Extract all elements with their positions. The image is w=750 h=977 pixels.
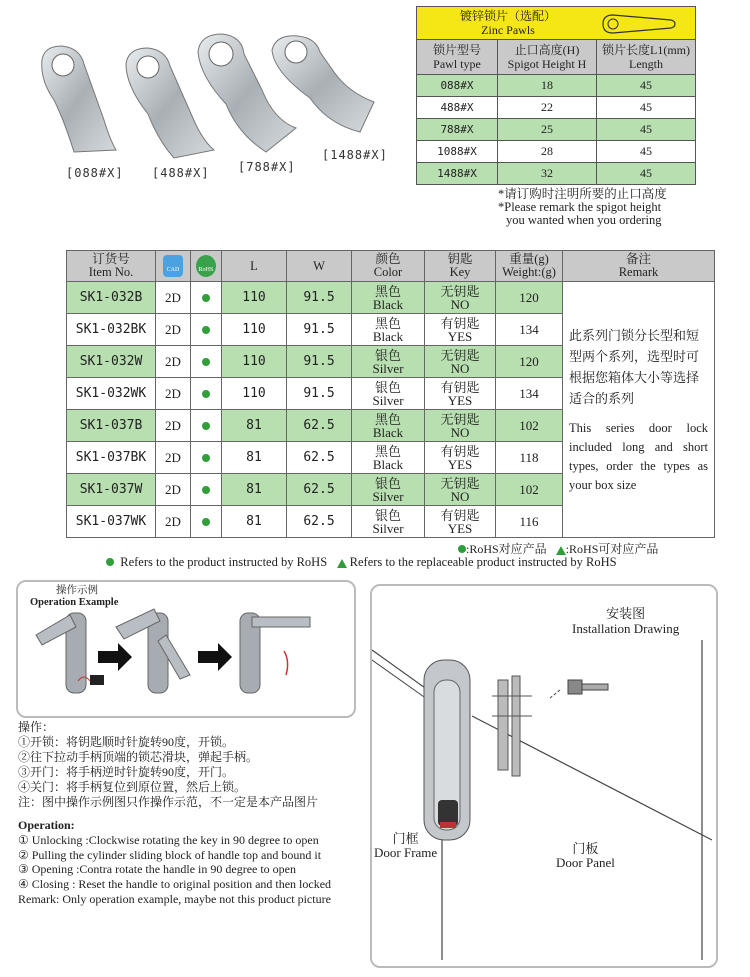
header-cad [156, 251, 191, 282]
table-row: SK1-037WK 2D 81 62.5 银色 Silver 有钥匙 YES 116 [67, 506, 715, 538]
header-weight: 重量(g) Weight:(g) [496, 251, 563, 282]
pawl-1488-image [264, 32, 379, 142]
pawl-table-title [417, 7, 696, 40]
pawl-table [416, 6, 696, 185]
rohs-triangle-icon [556, 546, 566, 555]
table-row: 488#X 22 45 [417, 97, 696, 119]
cad-icon: CAD [163, 255, 183, 277]
pawl-088-image [34, 40, 124, 160]
installation-title: 安装图 Installation Drawing [572, 606, 680, 636]
pawl-caption: [788#X] [238, 160, 296, 174]
header-l: L [222, 251, 287, 282]
pawl-caption: [488#X] [152, 166, 210, 180]
pawl-header-height: 止口高度(H) Spigot Height H [498, 40, 597, 75]
rohs-dot-icon [202, 454, 210, 462]
table-row: SK1-032BK 2D 110 91.5 黑色 Black 有钥匙 YES 134 [67, 314, 715, 346]
door-frame-label: 门框 Door Frame [374, 831, 438, 860]
table-row: SK1-037W 2D 81 62.5 银色 Silver 无钥匙 NO 102 [67, 474, 715, 506]
header-color: 颜色 Color [352, 251, 425, 282]
installation-illustration [372, 640, 712, 960]
operation-example-title: 操作示例 Operation Example [30, 585, 119, 608]
rohs-dot-icon [202, 294, 210, 302]
pawl-header-type: 锁片型号 Pawl type [417, 40, 498, 75]
operation-example-illustration [30, 605, 330, 705]
header-key: 钥匙 Key [425, 251, 496, 282]
rohs-dot-icon [202, 326, 210, 334]
door-panel-label: 门板 Door Panel [556, 841, 615, 870]
rohs-dot-icon [202, 486, 210, 494]
operation-cn: 操作： ①开锁：将钥匙顺时针旋转90度，开锁。 ②往下拉动手柄顶端的锁芯滑块，弹起手柄。 ③开门：将手柄逆时针旋转90度，开门。 ④关门：将手柄复位到原位置，然后上锁。 注：图中操作示例图只作操作示范，不一定是本产品图片 [18, 720, 319, 809]
rohs-dot-icon [202, 518, 210, 526]
rohs-dot-icon [458, 545, 466, 553]
table-row: 788#X 25 45 [417, 119, 696, 141]
table-row: SK1-032W 2D 110 91.5 银色 Silver 无钥匙 NO 120 [67, 346, 715, 378]
rohs-dot-icon [202, 358, 210, 366]
rohs-dot-icon [202, 422, 210, 430]
operation-en: Operation: ① Unlocking :Clockwise rotating the key in 90 degree to open ② Pulling the cylinder sliding block of handle top and bound it ③ Opening :Contra rotate the handle in 90 degree to open ④ Closing : Reset the handle to original position and then locked Remark: Only operation example, maybe not this product picture [18, 818, 332, 906]
table-row: SK1-037BK 2D 81 62.5 黑色 Black 有钥匙 YES 118 [67, 442, 715, 474]
pawl-caption: [1488#X] [322, 148, 388, 162]
remark-cell: 此系列门锁分长型和短型两个系列，选型时可根据您箱体大小等选择适合的系列 This series door lock included long and short types, order the types as your box size [563, 282, 715, 538]
pawl-shape-icon [601, 13, 677, 35]
pawl-caption: [088#X] [66, 166, 124, 180]
rohs-triangle-icon [337, 559, 347, 568]
table-row: 1088#X 28 45 [417, 141, 696, 163]
product-table [66, 250, 715, 538]
header-rohs [191, 251, 222, 282]
rohs-dot-icon [106, 558, 114, 566]
table-row: SK1-032B 2D 110 91.5 黑色 Black 无钥匙 NO 120 此系列门锁分长型和短型两个系列，选型时可根据您箱体大小等选择适合的系列 This series door lock included long and short types, order the types as your box size [67, 282, 715, 314]
pawl-title-en: Zinc Pawls [481, 23, 535, 37]
pawl-title-cn: 镀锌锁片（选配） [459, 9, 556, 23]
table-row: SK1-037B 2D 81 62.5 黑色 Black 无钥匙 NO 102 [67, 410, 715, 442]
legend-rohs-en: Refers to the product instructed by RoHS Refers to the replaceable product instructed by RoHS [106, 555, 617, 570]
rohs-dot-icon [202, 390, 210, 398]
table-row: SK1-032WK 2D 110 91.5 银色 Silver 有钥匙 YES 134 [67, 378, 715, 410]
table-row: 088#X 18 45 [417, 75, 696, 97]
rohs-icon: RoHS [196, 255, 216, 277]
table-row: 1488#X 32 45 [417, 163, 696, 185]
pawl-header-length: 锁片长度L1(mm) Length [597, 40, 696, 75]
pawl-order-note: *请订购时注明所要的止口高度 *Please remark the spigot height you wanted when you ordering [498, 187, 667, 227]
header-item: 订货号 Item No. [67, 251, 156, 282]
legend-rohs-cn: :RoHS对应产品 :RoHS可对应产品 [458, 540, 658, 557]
header-w: W [287, 251, 352, 282]
header-remark: 备注 Remark [563, 251, 715, 282]
